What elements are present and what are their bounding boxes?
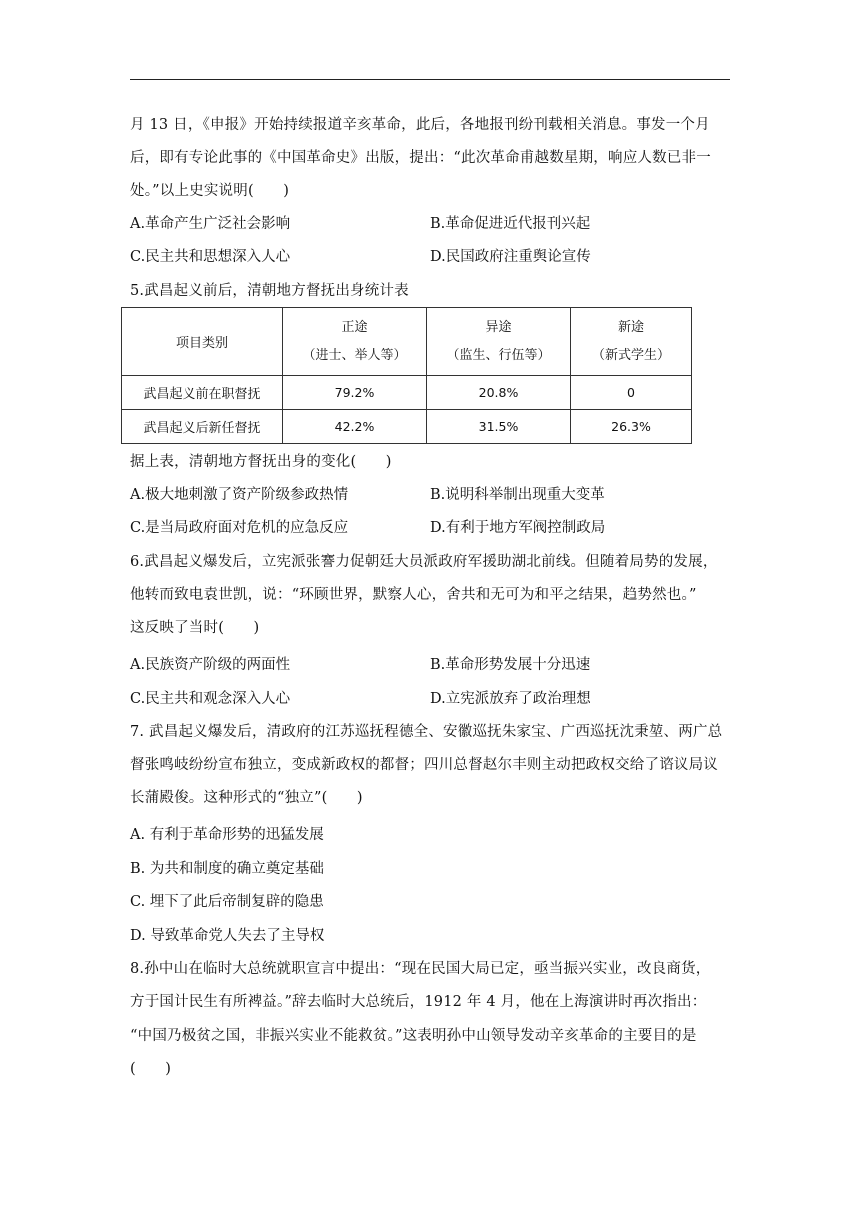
q6-option-a[interactable]: A.民族资产阶级的两面性	[130, 657, 291, 673]
q4-option-a[interactable]: A.革命产生广泛社会影响	[130, 216, 291, 232]
column-name: 新途	[617, 319, 644, 335]
row-label: 武昌起义后新任督抚	[122, 410, 283, 444]
q6-option-d[interactable]: D.立宪派放弃了政治理想	[430, 691, 591, 707]
q5-option-a[interactable]: A.极大地刺激了资产阶级参政热情	[130, 487, 349, 503]
q5-option-c[interactable]: C.是当局政府面对危机的应急反应	[130, 520, 349, 536]
table-header-row	[122, 308, 692, 376]
q5-title: 5.武昌起义前后，清朝地方督抚出身统计表	[130, 283, 409, 299]
table-cell: 0	[571, 376, 692, 410]
table-header-cell	[427, 308, 571, 376]
q8-line-2: 方于国计民生有所裨益。”辞去临时大总统后，1912 年 4 月，他在上海演讲时再次指出：	[130, 994, 707, 1010]
q5-option-b[interactable]: B.说明科举制出现重大变革	[430, 487, 605, 503]
q7-option-b[interactable]: B. 为共和制度的确立奠定基础	[130, 861, 324, 877]
table-cell: 31.5%	[427, 410, 571, 444]
table-header-cell	[283, 308, 427, 376]
q6-line-1: 6.武昌起义爆发后，立宪派张謇力促朝廷大员派政府军援助湖北前线。但随着局势的发展，	[130, 554, 718, 570]
q7-line-1: 7. 武昌起义爆发后，清政府的江苏巡抚程德全、安徽巡抚朱家宝、广西巡抚沈秉堃、两广总	[130, 724, 723, 740]
column-sub: （新式学生）	[591, 347, 670, 363]
q4-option-c[interactable]: C.民主共和思想深入人心	[130, 249, 291, 265]
q6-option-c[interactable]: C.民主共和观念深入人心	[130, 691, 291, 707]
q7-option-d[interactable]: D. 导致革命党人失去了主导权	[130, 928, 325, 944]
q7-line-3: 长蒲殿俊。这种形式的“独立”( )	[130, 790, 363, 806]
table-cell: 20.8%	[427, 376, 571, 410]
column-name: 正途	[341, 319, 368, 335]
row-label: 武昌起义前在职督抚	[122, 376, 283, 410]
q4-option-b[interactable]: B.革命促进近代报刊兴起	[430, 216, 591, 232]
q5-question: 据上表，清朝地方督抚出身的变化( )	[130, 454, 392, 470]
header-rule	[130, 79, 730, 80]
q6-line-2: 他转而致电袁世凯，说：“环顾世界，默察人心，舍共和无可为和平之结果，趋势然也。”	[130, 587, 697, 603]
column-sub: （进士、举人等）	[302, 347, 407, 363]
q4-line-3: 处。”以上史实说明( )	[130, 183, 290, 199]
q7-option-c[interactable]: C. 埋下了此后帝制复辟的隐患	[130, 894, 324, 910]
q4-line-2: 后，即有专论此事的《中国革命史》出版，提出：“此次革命甫越数星期，响应人数已非一	[130, 150, 711, 166]
table-cell: 42.2%	[283, 410, 427, 444]
q8-line-3: “中国乃极贫之国，非振兴实业不能救贫。”这表明孙中山领导发动辛亥革命的主要目的是	[130, 1028, 697, 1044]
q4-line-1: 月 13 日，《申报》开始持续报道辛亥革命，此后，各地报刊纷刊载相关消息。事发一个月	[130, 117, 710, 133]
q7-option-a[interactable]: A. 有利于革命形势的迅猛发展	[130, 827, 324, 843]
q6-option-b[interactable]: B.革命形势发展十分迅速	[430, 657, 591, 673]
column-sub: （监生、行伍等）	[446, 347, 551, 363]
q8-line-1: 8.孙中山在临时大总统就职宣言中提出：“现在民国大局已定，亟当振兴实业，改良商货，	[130, 961, 711, 977]
table-row	[122, 410, 692, 444]
table-row	[122, 376, 692, 410]
table-corner-cell: 项目类别	[122, 308, 283, 376]
stats-table	[121, 307, 692, 444]
q7-line-2: 督张鸣岐纷纷宣布独立，变成新政权的都督；四川总督赵尔丰则主动把政权交给了谘议局议	[130, 757, 718, 773]
q5-option-d[interactable]: D.有利于地方军阀控制政局	[430, 520, 606, 536]
table-cell: 26.3%	[571, 410, 692, 444]
q8-line-4: ( )	[130, 1061, 172, 1077]
table-cell: 79.2%	[283, 376, 427, 410]
q6-line-3: 这反映了当时( )	[130, 620, 260, 636]
q4-option-d[interactable]: D.民国政府注重舆论宣传	[430, 249, 591, 265]
table-header-cell	[571, 308, 692, 376]
column-name: 异途	[485, 319, 512, 335]
